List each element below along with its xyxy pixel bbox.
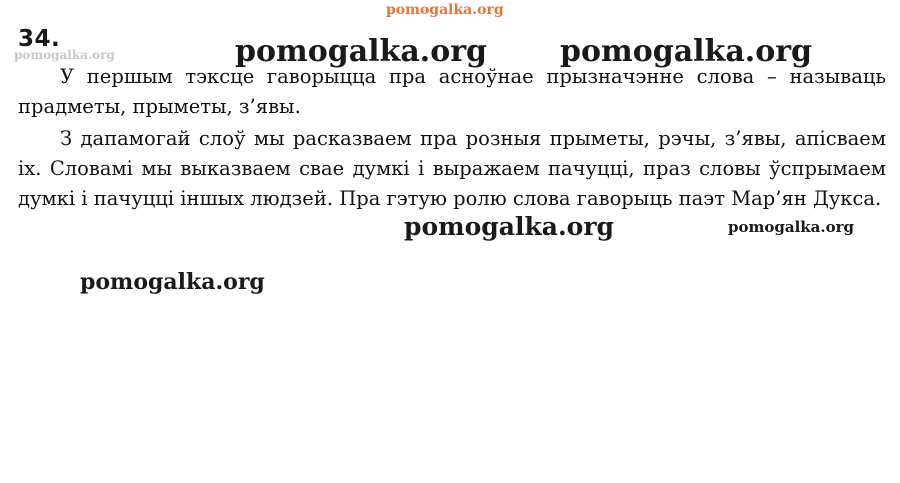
watermark-top-center: pomogalka.org xyxy=(386,2,504,18)
paragraph-2: З дапамогай слоў мы расказваем пра розныя прыметы, рэчы, з’явы, апісваем іх. Словамі мы выказваем свае думкі і выражаем пачуцці, праз словы ўспрымаем думкі і пачуцці іншых людзей. Пра гэтую ролю слова гаворыць паэт Мар’ян Дукса. xyxy=(18,127,886,210)
watermark-mid-center: pomogalka.org xyxy=(404,212,615,241)
exercise-number: 34. xyxy=(18,26,61,52)
exercise-text-block xyxy=(18,62,886,216)
watermark-headline-right: pomogalka.org xyxy=(560,34,813,69)
watermark-headline-left: pomogalka.org xyxy=(235,34,488,69)
watermark-mid-right-small: pomogalka.org xyxy=(728,218,855,236)
watermark-lower-left: pomogalka.org xyxy=(80,269,265,295)
paragraph-1: У першым тэксце гаворыцца пра асноўнае прызначэнне слова – называць прадметы, прыметы, з’явы. xyxy=(18,65,886,118)
watermark-top-left-small: pomogalka.org xyxy=(14,48,115,62)
